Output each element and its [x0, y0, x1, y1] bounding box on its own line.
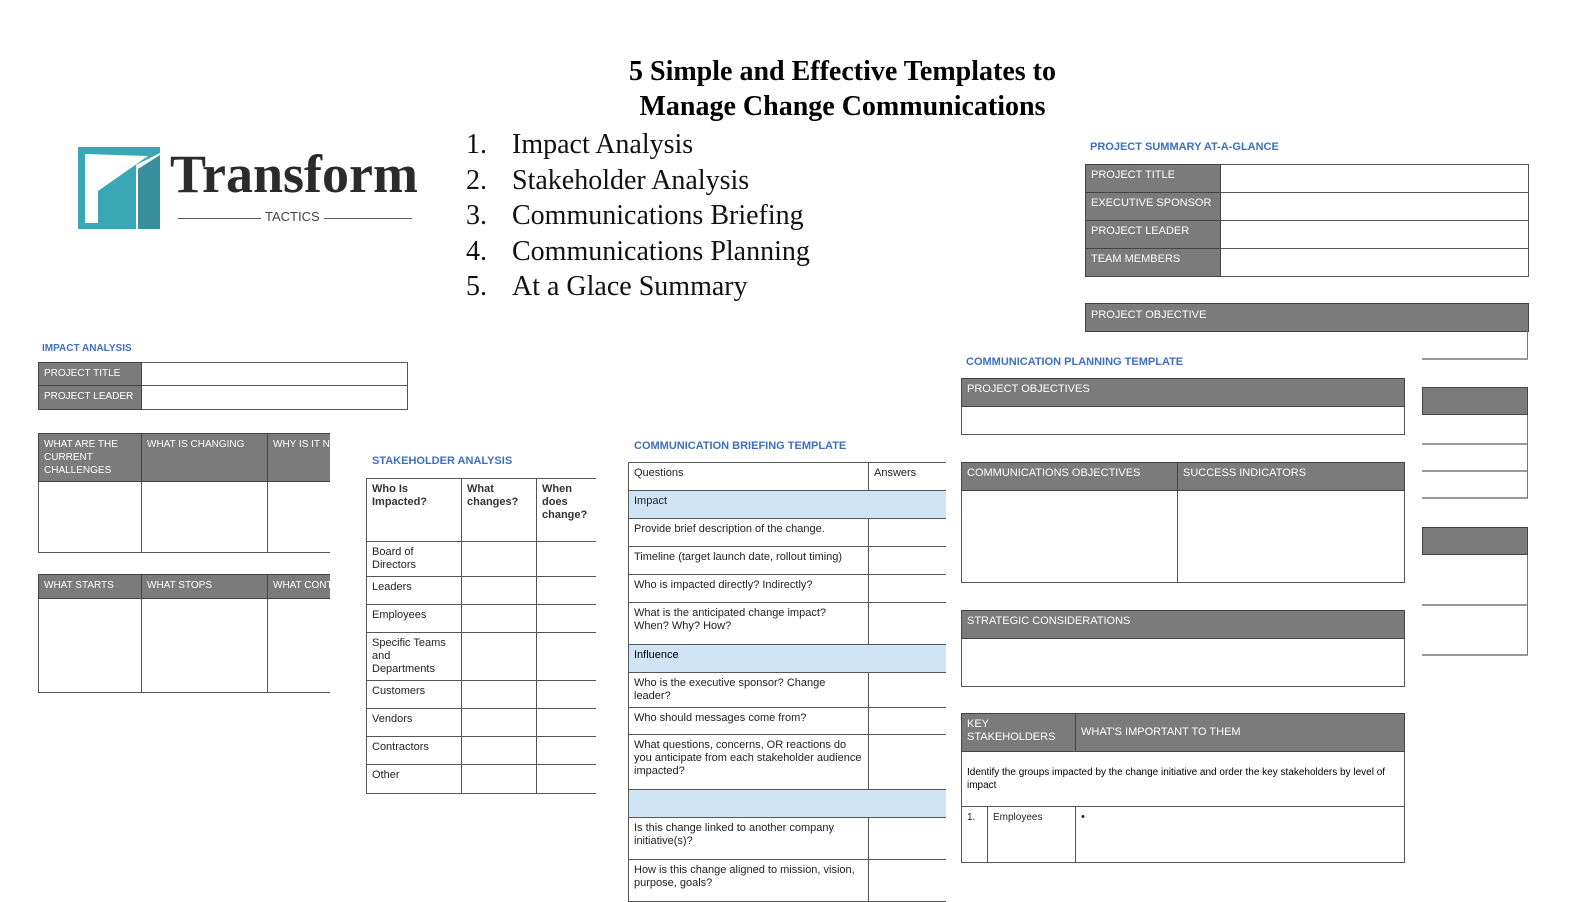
- table-cell[interactable]: [1178, 491, 1405, 583]
- table-cell-label: Customers: [367, 681, 462, 709]
- page-title: 5 Simple and Effective Templates to: [629, 56, 1056, 87]
- table-cell-label: How is this change aligned to mission, vision, purpose, goals?: [629, 860, 869, 902]
- project-objective-header: PROJECT OBJECTIVE: [1085, 303, 1529, 332]
- table-cell[interactable]: [39, 599, 142, 693]
- table-cell[interactable]: [962, 407, 1405, 435]
- table-cell-label: [629, 790, 947, 818]
- table-cell[interactable]: [869, 860, 947, 902]
- stakeholder-heading: STAKEHOLDER ANALYSIS: [372, 455, 513, 467]
- table-cell[interactable]: [142, 599, 268, 693]
- table-cell[interactable]: [268, 599, 331, 693]
- planning-heading: COMMUNICATION PLANNING TEMPLATE: [966, 356, 1184, 368]
- table-cell[interactable]: [462, 709, 537, 737]
- table-cell-label: 1.: [962, 807, 988, 863]
- table-cell-label: Answers: [869, 463, 947, 491]
- table-cell-label: Employees: [367, 605, 462, 633]
- table-cell-label: Who should messages come from?: [629, 708, 869, 735]
- table-cell[interactable]: [462, 605, 537, 633]
- table-cell-label: Specific Teams and Departments: [367, 633, 462, 681]
- table-cell-label: Other: [367, 765, 462, 794]
- table-cell-label: Contractors: [367, 737, 462, 765]
- table-cell[interactable]: [462, 681, 537, 709]
- table-cell-label: What questions, concerns, OR reactions do you anticipate from each stakeholder audience impacted?: [629, 735, 869, 790]
- value-cell[interactable]: [1221, 221, 1529, 249]
- table-cell[interactable]: [142, 482, 268, 553]
- logo-name: Transform: [170, 144, 418, 204]
- list-item: 5. At a Glace Summary: [466, 271, 748, 302]
- impact-heading: IMPACT ANALYSIS: [42, 343, 132, 354]
- table-cell-label: SUCCESS INDICATORS: [1178, 463, 1405, 491]
- table-cell-label: Influence: [629, 645, 947, 673]
- table-cell-label: Questions: [629, 463, 869, 491]
- table-cell[interactable]: [537, 765, 597, 794]
- template-list: [466, 127, 810, 305]
- table-cell-label: Vendors: [367, 709, 462, 737]
- table-cell-label: Leaders: [367, 577, 462, 605]
- table-cell-label: Timeline (target launch date, rollout timing): [629, 547, 869, 575]
- table-cell-label: Identify the groups impacted by the change initiative and order the key stakeholders by level of impact: [962, 752, 1405, 807]
- table-cell[interactable]: [537, 633, 597, 681]
- impact-table-2: [38, 574, 336, 693]
- logo-bars-icon: [78, 147, 162, 231]
- table-cell-label: Who is the executive sponsor? Change leader?: [629, 673, 869, 708]
- list-item: 3. Communications Briefing: [466, 200, 804, 231]
- table-cell-label: WHAT IS CHANGING: [142, 434, 268, 482]
- briefing-table: [628, 462, 946, 902]
- page-title-line2: Manage Change Communications: [639, 91, 1046, 122]
- table-cell[interactable]: [869, 603, 947, 645]
- table-cell[interactable]: [537, 709, 597, 737]
- logo: [78, 144, 418, 231]
- impact-project-table: [38, 362, 408, 410]
- summary-heading: PROJECT SUMMARY AT-A-GLANCE: [1090, 141, 1279, 153]
- table-cell-label: Provide brief description of the change.: [629, 519, 869, 547]
- label: EXECUTIVE SPONSOR: [1086, 193, 1221, 221]
- table-cell-label: Is this change linked to another company initiative(s)?: [629, 818, 869, 860]
- table-cell[interactable]: [537, 681, 597, 709]
- table-cell-label: Who Is Impacted?: [367, 479, 462, 542]
- planning-key-stakeholders: [961, 713, 1405, 863]
- label: PROJECT TITLE: [1086, 165, 1221, 193]
- table-cell[interactable]: [962, 639, 1405, 687]
- table-cell[interactable]: [869, 673, 947, 708]
- table-cell[interactable]: [869, 547, 947, 575]
- table-cell-label: WHAT'S IMPORTANT TO THEM: [1076, 714, 1405, 752]
- table-cell-label: Board of Directors: [367, 542, 462, 577]
- table-cell-label: STRATEGIC CONSIDERATIONS: [962, 611, 1405, 639]
- table-cell-label: KEY STAKEHOLDERS: [962, 714, 1076, 752]
- table-cell-label: WHY IS IT NE: [268, 434, 331, 482]
- table-cell-label: WHAT STARTS: [39, 575, 142, 599]
- list-item: 4. Communications Planning: [466, 235, 810, 267]
- table-cell-label: WHAT ARE THE CURRENT CHALLENGES: [39, 434, 142, 482]
- table-cell-label: What is the anticipated change impact? When? Why? How?: [629, 603, 869, 645]
- planning-comm-objectives: [961, 462, 1405, 583]
- table-cell[interactable]: [462, 577, 537, 605]
- value-cell[interactable]: [142, 363, 408, 386]
- table-cell[interactable]: [462, 542, 537, 577]
- table-cell-label: Employees: [988, 807, 1076, 863]
- table-cell-label: When does change?: [537, 479, 597, 542]
- table-cell[interactable]: [869, 575, 947, 603]
- table-cell[interactable]: [869, 519, 947, 547]
- list-item: 1. Impact Analysis: [466, 129, 694, 160]
- table-cell-label: WHAT CONTI: [268, 575, 331, 599]
- table-cell-label: COMMUNICATIONS OBJECTIVES: [962, 463, 1178, 491]
- table-cell[interactable]: [537, 605, 597, 633]
- table-cell[interactable]: [537, 542, 597, 577]
- table-cell-label: PROJECT OBJECTIVES: [962, 379, 1405, 407]
- label: PROJECT LEADER: [39, 386, 142, 410]
- label: TEAM MEMBERS: [1086, 249, 1221, 277]
- planning-strategic: [961, 610, 1405, 687]
- stakeholder-table: [366, 478, 596, 794]
- label: PROJECT LEADER: [1086, 221, 1221, 249]
- table-cell[interactable]: [462, 633, 537, 681]
- table-cell[interactable]: [462, 737, 537, 765]
- impact-table-1: [38, 433, 337, 553]
- table-cell-label: Impact: [629, 491, 947, 519]
- value-cell[interactable]: [1221, 165, 1529, 193]
- table-cell[interactable]: [268, 482, 331, 553]
- table-cell[interactable]: [462, 765, 537, 794]
- table-cell[interactable]: [962, 491, 1178, 583]
- list-item: 2. Stakeholder Analysis: [466, 164, 750, 196]
- table-cell[interactable]: [869, 735, 947, 790]
- table-cell[interactable]: [869, 708, 947, 735]
- table-cell[interactable]: [869, 818, 947, 860]
- table-cell-label: •: [1076, 807, 1405, 863]
- table-cell[interactable]: [537, 577, 597, 605]
- table-cell-label: WHAT STOPS: [142, 575, 268, 599]
- value-cell[interactable]: [1221, 249, 1529, 277]
- table-cell-label: What changes?: [462, 479, 537, 542]
- summary-table: [1085, 164, 1529, 277]
- logo-tagline: TACTICS: [261, 209, 324, 224]
- value-cell[interactable]: [142, 386, 408, 410]
- table-cell[interactable]: [537, 737, 597, 765]
- value-cell[interactable]: [1221, 193, 1529, 221]
- table-cell[interactable]: [39, 482, 142, 553]
- table-cell-label: Who is impacted directly? Indirectly?: [629, 575, 869, 603]
- label: PROJECT TITLE: [39, 363, 142, 386]
- planning-objectives: [961, 378, 1405, 435]
- briefing-heading: COMMUNICATION BRIEFING TEMPLATE: [634, 440, 847, 452]
